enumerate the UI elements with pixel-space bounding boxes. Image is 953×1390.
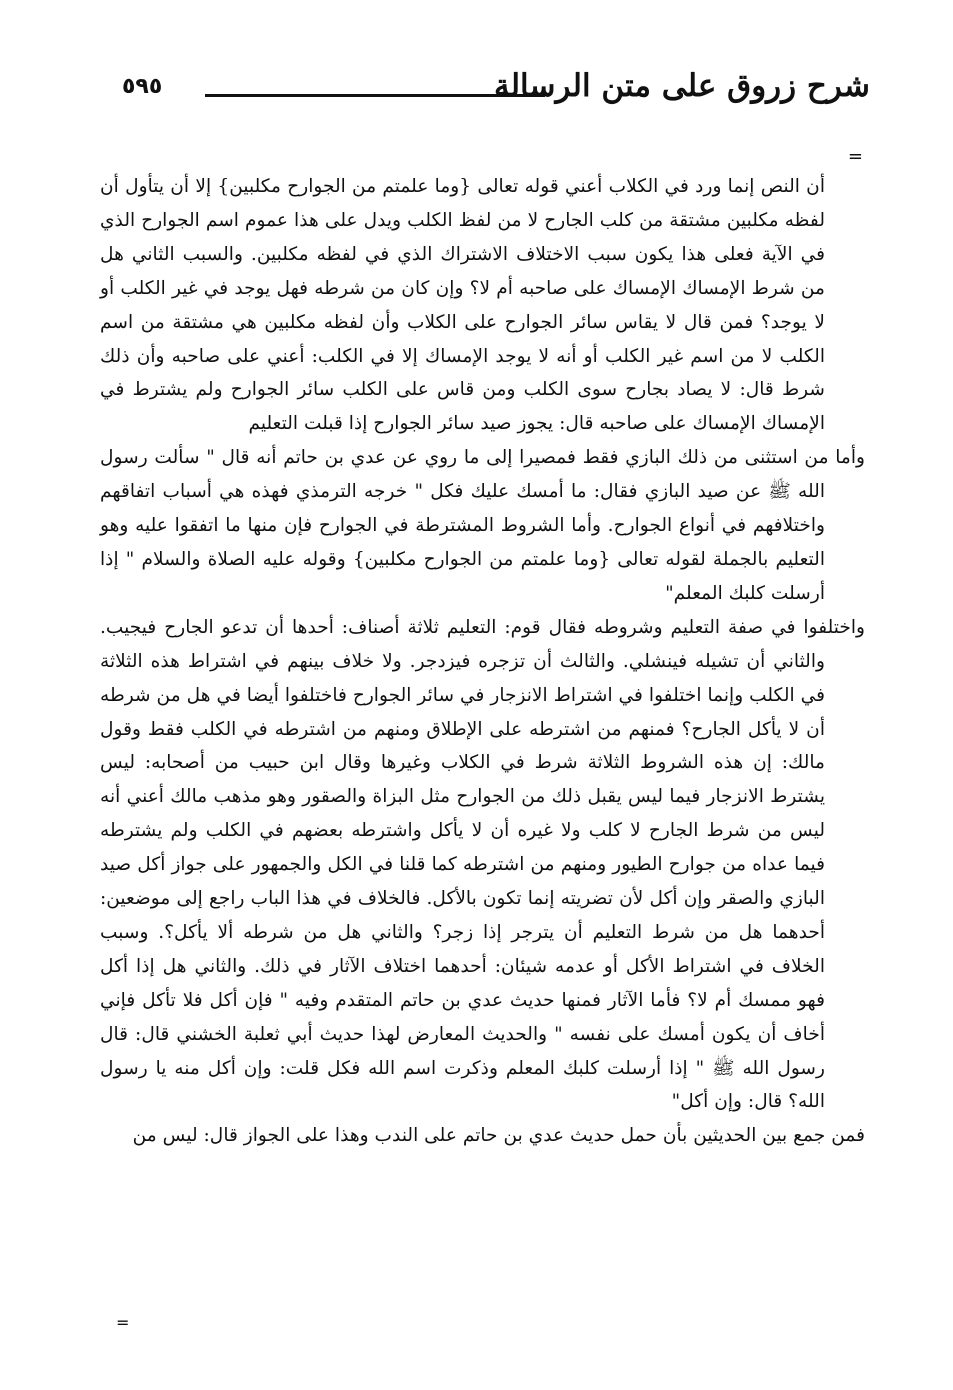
paragraph-2: وأما من استثنى من ذلك البازي فقط فمصيرا إلى ما روي عن عدي بن حاتم أنه قال " سألت رسول الله ﷺ عن صيد البازي فقال: ما أمسك عليك فكل " خرجه الترمذي فهذه هي أسباب اتفاقهم واختلافهم في أنواع الجوارح. وأما الشروط المشترطة في الجوارح فإن منها ما اتفقوا عليه وهو التعليم بالجملة لقوله تعالى {وما علمتم من الجوارح مكلبين} وقوله عليه الصلاة والسلام " إذا أرسلت كلبك المعلم" [100,447,865,604]
header-title: شرح زروق على متن الرسالة [493,68,870,104]
body-text [100,170,865,1153]
header-rule [205,94,545,97]
continuation-mark-bottom: = [116,1313,130,1332]
page-number: ٥٩٥ [122,74,163,99]
paragraph-1: أن النص إنما ورد في الكلاب أعني قوله تعالى {وما علمتم من الجوارح مكلبين} إلا أن يتأول أن لفظه مكلبين مشتقة من كلب الجارح لا من لفظ الكلب ويدل على هذا عموم اسم الجوارح الذي في الآية فعلى هذا يكون سبب الاختلاف الاشتراك الذي في لفظه مكلبين. والسبب الثاني هل من شرط الإمساك الإمساك على صاحبه أم لا؟ وإن كان من شرطه فهل يوجد في غير الكلب أو لا يوجد؟ فمن قال لا يقاس سائر الجوارح على الكلاب وأن لفظه مكلبين هي مشتقة من اسم الكلب لا من اسم غير الكلب أو أنه لا يوجد الإمساك إلا في الكلب: أعني على صاحبه وأن ذلك شرط قال: لا يصاد بجارح سوى الكلب ومن قاس على الكلب سائر الجوارح ولم يشترط في الإمساك الإمساك على صاحبه قال: يجوز صيد سائر الجوارح إذا قبلت التعليم [100,176,825,435]
paragraph-4: فمن جمع بين الحديثين بأن حمل حديث عدي بن حاتم على الندب وهذا على الجواز قال: ليس من [132,1125,865,1147]
continuation-mark-top: = [847,146,863,167]
paragraph-3: واختلفوا في صفة التعليم وشروطه فقال قوم: التعليم ثلاثة أصناف: أحدها أن تدعو الجارح فيجيب. والثاني أن تشيله فينشلي. والثالث أن تزجره فيزدجر. ولا خلاف بينهم في اشتراط هذه الثلاثة في الكلب وإنما اختلفوا في اشتراط الانزجار في سائر الجوارح فاختلفوا أيضا في هل من شرطه أن لا يأكل الجارح؟ فمنهم من اشترطه على الإطلاق ومنهم من اشترطه في الكلب فقط وقول مالك: إن هذه الشروط الثلاثة شرط في الكلاب وغيرها وقال ابن حبيب من أصحابه: ليس يشترط الانزجار فيما ليس يقبل ذلك من الجوارح مثل البزاة والصقور وهو مذهب مالك أعني أنه ليس من شرط الجارح لا كلب ولا غيره أن لا يأكل واشترطه بعضهم في الكلب ولم يشترطه فيما عداه من جوارح الطيور ومنهم من اشترطه كما قلنا في الكل والجمهور على جواز أكل صيد البازي والصقر وإن أكل لأن تضريته إنما تكون بالأكل. فالخلاف في هذا الباب راجع إلى موضعين: أحدهما هل من شرط التعليم أن يترجر إذا زجر؟ والثاني هل من شرطه ألا يأكل؟. وسبب الخلاف في اشتراط الأكل أو عدمه شيئان: أحدهما اختلاف الآثار في ذلك. والثاني هل إذا أكل فهو ممسك أم لا؟ فأما الآثار فمنها حديث عدي بن حاتم المتقدم وفيه " فإن أكل فلا تأكل فإني أخاف أن يكون أمسك على نفسه " والحديث المعارض لهذا حديث أبي ثعلبة الخشني قال: قال رسول الله ﷺ " إذا أرسلت كلبك المعلم وذكرت اسم الله فكل قلت: وإن أكل منه يا رسول الله؟ قال: وإن أكل" [100,616,865,1113]
running-header [100,62,870,122]
